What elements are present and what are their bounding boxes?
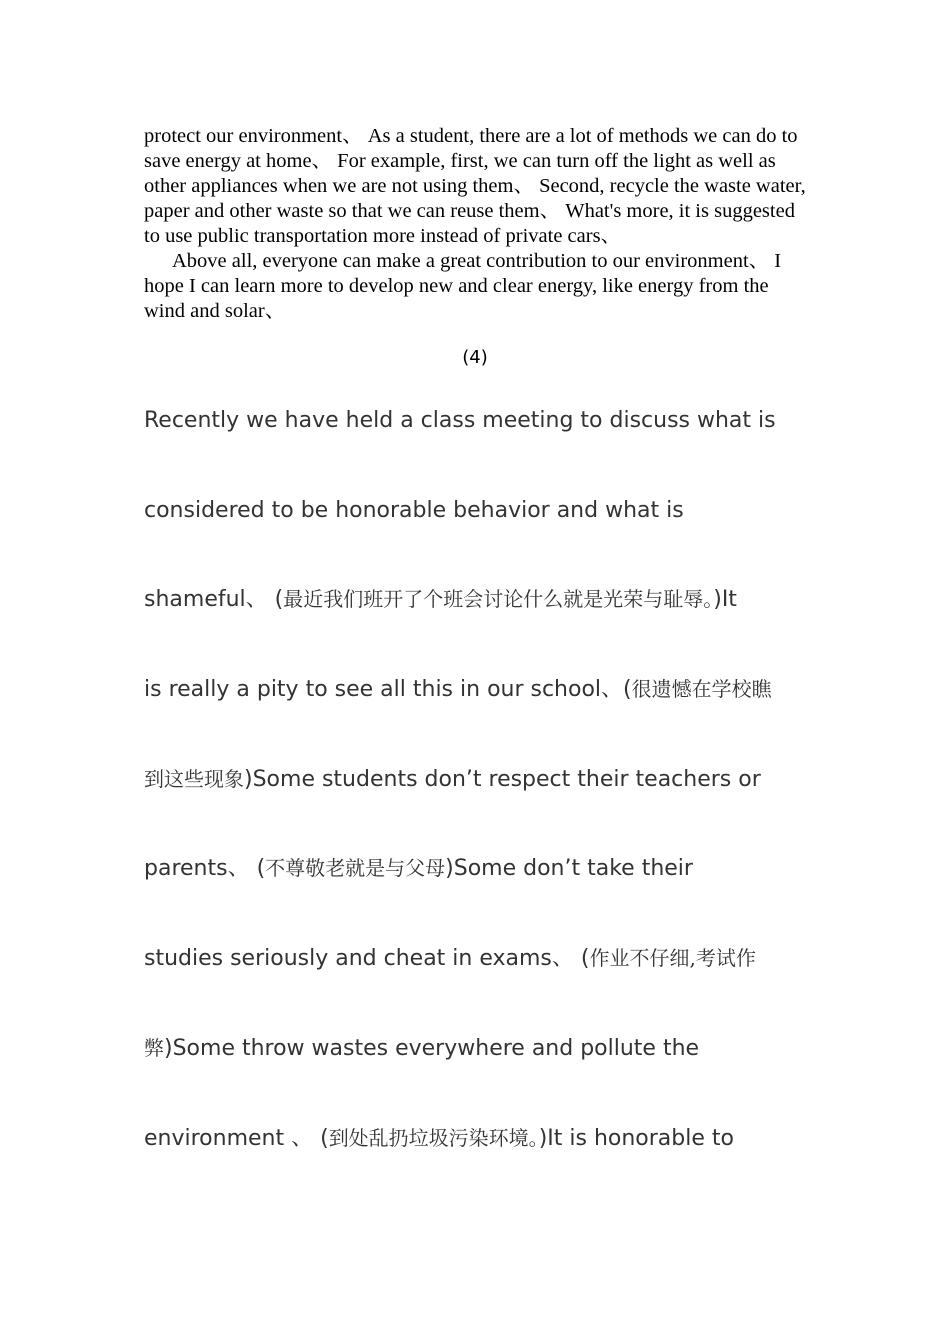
chinese-translation: 到这些现象	[144, 766, 244, 791]
chinese-translation: 很遗憾在学校瞧	[631, 677, 772, 702]
essay-line: studies seriously and cheat in exams、 (作业不仔细,考试作	[144, 946, 756, 972]
section-number: (4)	[462, 347, 488, 368]
essay-line: Recently we have held a class meeting to discuss what is	[144, 408, 776, 433]
essay-line: 弊)Some throw wastes everywhere and pollute the	[144, 1035, 700, 1061]
essay-line: parents、 (不尊敬老就是与父母)Some don’t take their	[144, 856, 693, 882]
chinese-translation: 弊	[144, 1035, 164, 1060]
honor-essay	[144, 398, 814, 1205]
paragraph-energy-methods: protect our environment、 As a student, there are a lot of methods we can do to save energy at home、 For example, first, we can turn off the light as well as other appliances when we are not using them、 Second, recycle the waste water, paper and other waste so that we can reuse them、 What's more, it is suggested to use public transportation more instead of private cars、	[144, 125, 806, 247]
essay-line: is really a pity to see all this in our school、(很遗憾在学校瞧	[144, 677, 772, 703]
chinese-translation: 作业不仔细,考试作	[589, 946, 756, 971]
essay-line: shameful、 (最近我们班开了个班会讨论什么就是光荣与耻辱。)It	[144, 587, 737, 613]
essay-line: 到这些现象)Some students don’t respect their teachers or	[144, 766, 761, 792]
essay-line: environment 、 (到处乱扔垃圾污染环境。)It is honorable to	[144, 1125, 734, 1151]
paragraph-conclusion: Above all, everyone can make a great contribution to our environment、 I hope I can learn more to develop new and clear energy, like energy from the wind and solar、	[144, 250, 782, 322]
chinese-translation: 最近我们班开了个班会讨论什么就是光荣与耻辱。	[283, 587, 714, 612]
chinese-translation: 不尊敬老就是与父母	[265, 856, 446, 881]
chinese-translation: 到处乱扔垃圾污染环境。	[328, 1125, 539, 1150]
essay-continuation	[144, 124, 814, 324]
essay-line: considered to be honorable behavior and what is	[144, 497, 684, 523]
